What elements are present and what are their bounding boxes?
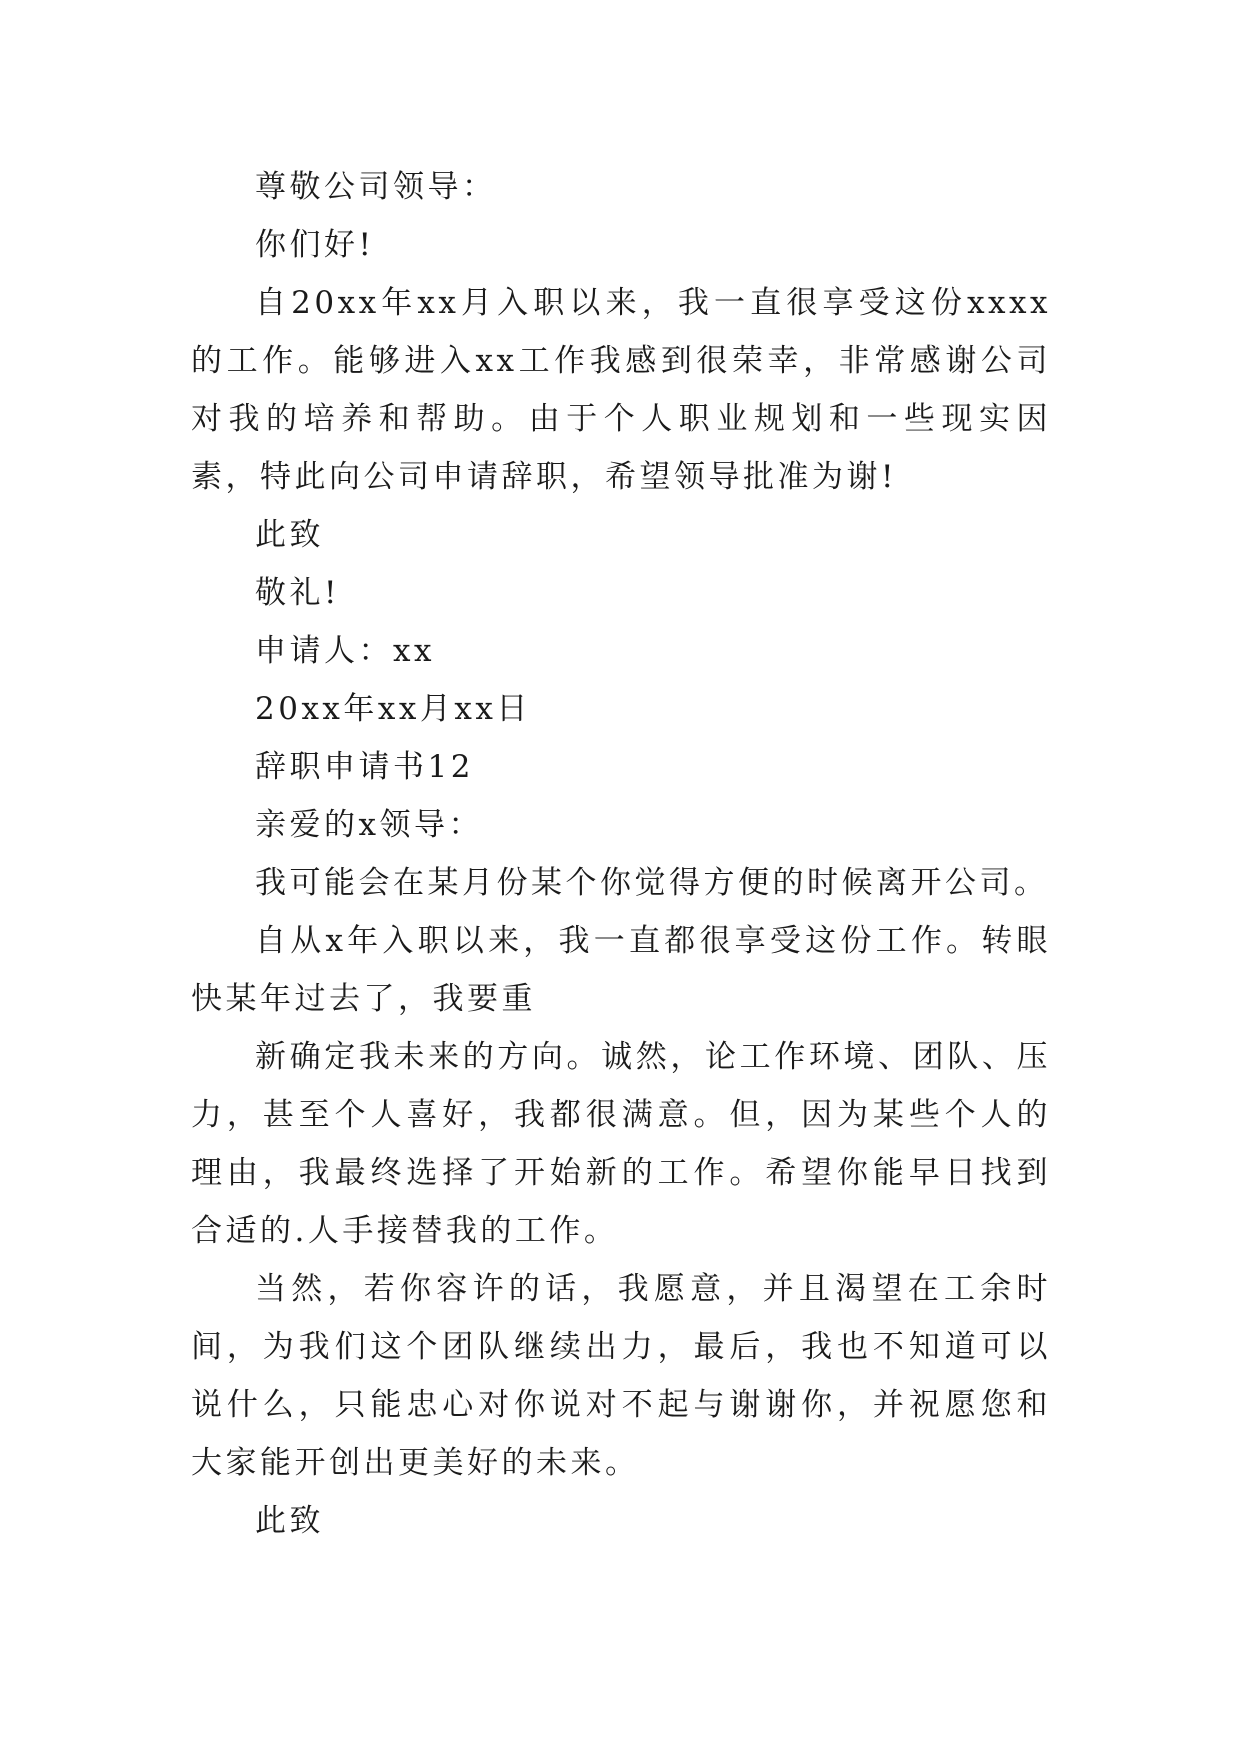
greeting: 你们好!	[255, 227, 375, 263]
body-paragraph: 新确定我未来的方向。诚然，论工作环境、团队、压力，甚至个人喜好，我都很满意。但，因为某些个人的理由，我最终选择了开始新的工作。希望你能早日找到合适的.人手接替我的工作。	[191, 1039, 1051, 1249]
date-line: 20xx年xx月xx日	[255, 691, 531, 727]
body-paragraph: 自20xx年xx月入职以来，我一直很享受这份xxxx的工作。能够进入xx工作我感到很荣幸，非常感谢公司对我的培养和帮助。由于个人职业规划和一些现实因素，特此向公司申请辞职，希望领导批准为谢!	[191, 285, 1051, 495]
closing-phrase: 此致	[255, 517, 324, 553]
closing-salute: 敬礼!	[255, 575, 340, 611]
applicant-line: 申请人：xx	[255, 633, 435, 669]
salutation: 尊敬公司领导：	[255, 169, 497, 205]
closing-phrase: 此致	[255, 1503, 324, 1539]
body-paragraph: 我可能会在某月份某个你觉得方便的时候离开公司。	[255, 865, 1049, 901]
document-body	[191, 158, 1051, 1550]
body-paragraph: 当然，若你容许的话，我愿意，并且渴望在工余时间，为我们这个团队继续出力，最后，我也不知道可以说什么，只能忠心对你说对不起与谢谢你，并祝愿您和大家能开创出更美好的未来。	[191, 1271, 1051, 1481]
section-heading: 辞职申请书12	[255, 749, 474, 785]
salutation: 亲爱的x领导：	[255, 807, 483, 843]
body-paragraph: 自从x年入职以来，我一直都很享受这份工作。转眼快某年过去了，我要重	[191, 923, 1051, 1017]
